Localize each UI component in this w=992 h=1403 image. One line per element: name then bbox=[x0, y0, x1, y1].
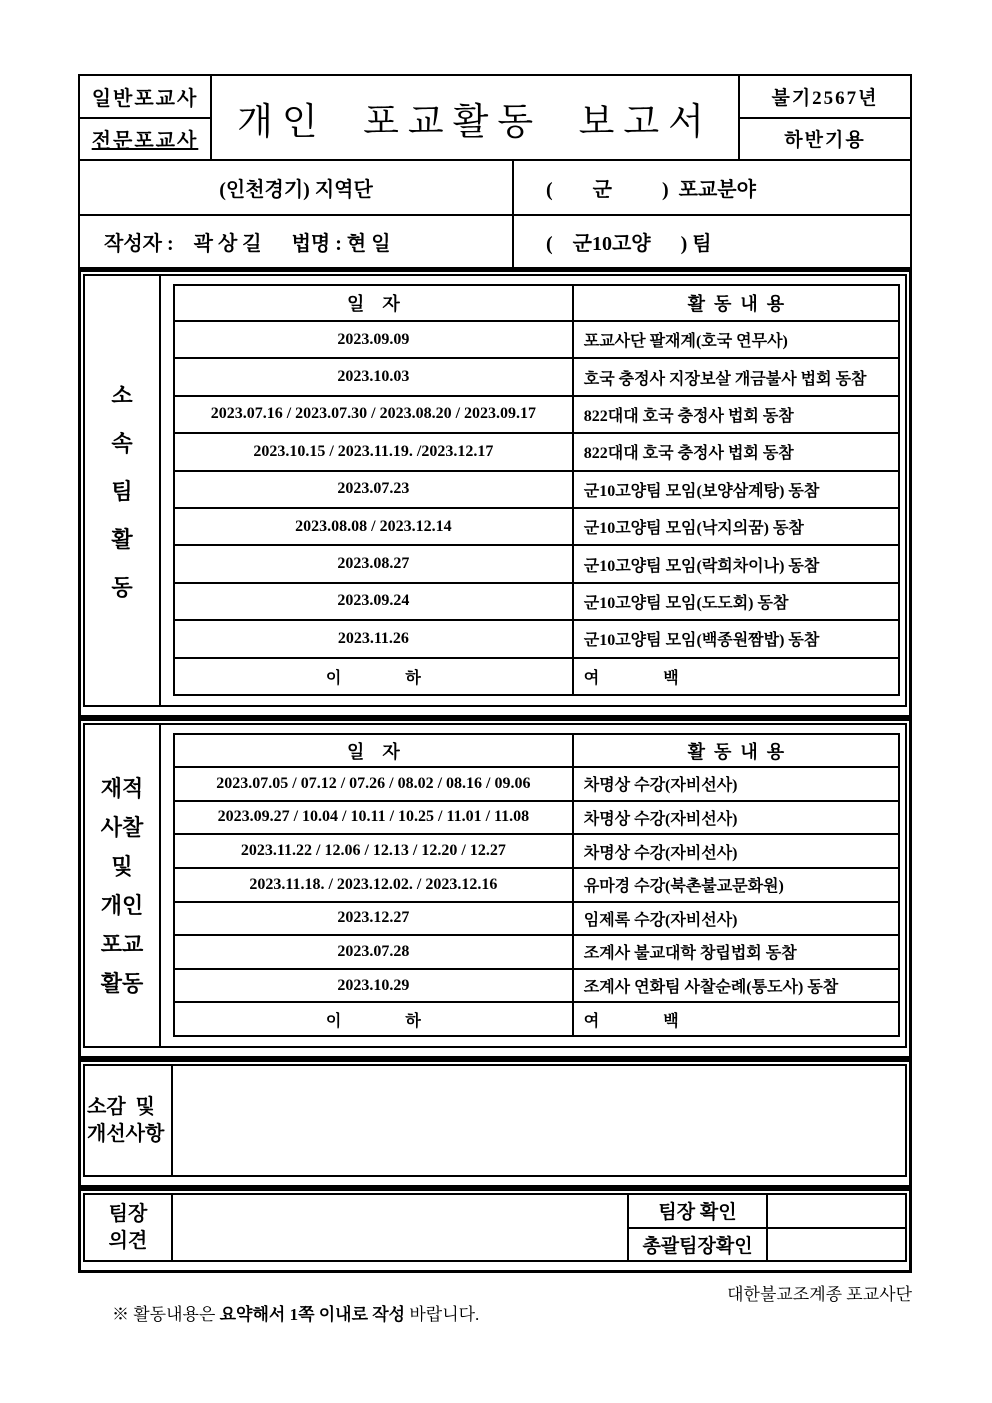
table-row bbox=[174, 321, 899, 358]
leader-opinion-label bbox=[85, 1195, 173, 1260]
buddhist-year-label: 불기2567년 bbox=[740, 76, 910, 119]
author-row bbox=[80, 214, 910, 267]
label-line: 사찰 bbox=[100, 814, 144, 840]
activity-cell: 임제록 수강(자비선사) bbox=[573, 902, 899, 936]
label-line: 소감 및 bbox=[87, 1095, 155, 1118]
date-cell: 이 하 bbox=[174, 658, 573, 695]
activity-cell: 포교사단 팔재계(호국 연무사) bbox=[573, 321, 899, 358]
date-cell: 이 하 bbox=[174, 1002, 573, 1036]
activity-cell: 822대대 호국 충정사 법회 동참 bbox=[573, 433, 899, 470]
certifier-type-professional-label: 전문포교사 bbox=[91, 130, 199, 153]
label-line: 포교 bbox=[100, 931, 144, 957]
date-cell: 2023.07.16 / 2023.07.30 / 2023.08.20 / 2023.09.17 bbox=[174, 396, 573, 433]
mission-field-label: ( 군 ) 포교분야 bbox=[546, 179, 756, 201]
table-row bbox=[174, 868, 899, 902]
personal-activity-table bbox=[173, 733, 900, 1037]
date-cell: 2023.12.27 bbox=[174, 902, 573, 936]
period-column bbox=[738, 76, 910, 159]
table-row bbox=[174, 767, 899, 801]
instruction-suffix: 바랍니다. bbox=[405, 1305, 480, 1324]
table-row bbox=[174, 620, 899, 657]
table-row bbox=[174, 801, 899, 835]
date-column-header: 일 자 bbox=[174, 285, 573, 321]
personal-activity-section-inner bbox=[83, 723, 907, 1048]
activity-column-header: 활 동 내 용 bbox=[573, 285, 899, 321]
label-line: 활동 bbox=[100, 970, 144, 996]
label-char: 속 bbox=[111, 431, 133, 456]
confirmation-box bbox=[629, 1195, 905, 1260]
label-line: 팀장 bbox=[108, 1202, 148, 1225]
instruction-bold: 요약해서 1쪽 이내로 작성 bbox=[219, 1305, 406, 1324]
activity-cell: 여 백 bbox=[573, 658, 899, 695]
certifier-type-column bbox=[80, 76, 212, 159]
form-title: 개인 포교활동 보고서 bbox=[237, 101, 713, 143]
confirmation-row bbox=[629, 1227, 905, 1261]
date-cell: 2023.10.03 bbox=[174, 358, 573, 395]
date-cell: 2023.10.29 bbox=[174, 969, 573, 1003]
activity-cell: 여 백 bbox=[573, 1002, 899, 1036]
team-activity-section bbox=[78, 269, 912, 718]
personal-activity-section bbox=[78, 718, 912, 1059]
info-block bbox=[78, 161, 912, 269]
team-activity-table-wrap bbox=[161, 276, 905, 705]
table-header-row bbox=[174, 285, 899, 321]
date-cell: 2023.07.28 bbox=[174, 935, 573, 969]
report-form bbox=[78, 74, 912, 1345]
remarks-section-inner bbox=[83, 1064, 907, 1177]
activity-cell: 군10고양팀 모임(보양삼계탕) 동참 bbox=[573, 471, 899, 508]
date-column-header: 일 자 bbox=[174, 734, 573, 767]
activity-cell: 호국 충정사 지장보살 개금불사 법회 동참 bbox=[573, 358, 899, 395]
team-leader-signature-cell bbox=[768, 1195, 905, 1227]
label-char: 활 bbox=[111, 527, 133, 552]
date-cell: 2023.08.08 / 2023.12.14 bbox=[174, 508, 573, 545]
remarks-section bbox=[78, 1059, 912, 1188]
organization-name: 대한불교조계종 포교사단 bbox=[727, 1285, 912, 1304]
personal-activity-table-wrap bbox=[161, 725, 905, 1046]
activity-cell: 군10고양팀 모임(도도회) 동참 bbox=[573, 583, 899, 620]
label-line: 개인 bbox=[100, 892, 144, 918]
date-cell: 2023.08.27 bbox=[174, 545, 573, 582]
form-header bbox=[78, 74, 912, 161]
label-line: 및 bbox=[111, 853, 133, 879]
table-row bbox=[174, 358, 899, 395]
activity-cell: 차명상 수강(자비선사) bbox=[573, 767, 899, 801]
team-name-label: ( 군10고양 ) 팀 bbox=[546, 233, 712, 255]
table-header-row bbox=[174, 734, 899, 767]
activity-cell: 유마경 수강(북촌불교문화원) bbox=[573, 868, 899, 902]
date-cell: 2023.10.15 / 2023.11.19. /2023.12.17 bbox=[174, 433, 573, 470]
label-char: 동 bbox=[111, 575, 133, 600]
remarks-section-label bbox=[85, 1066, 173, 1175]
date-cell: 2023.11.26 bbox=[174, 620, 573, 657]
table-row bbox=[174, 902, 899, 936]
author-name-label: 작성자 : 곽 상 길 법명 : 현 일 bbox=[80, 216, 514, 267]
general-leader-signature-cell bbox=[768, 1229, 905, 1261]
label-line: 개선사항 bbox=[87, 1122, 165, 1145]
date-cell: 2023.11.22 / 12.06 / 12.13 / 12.20 / 12.27 bbox=[174, 834, 573, 868]
table-row bbox=[174, 545, 899, 582]
table-row bbox=[174, 969, 899, 1003]
team-activity-table bbox=[173, 284, 900, 696]
label-line: 의견 bbox=[108, 1229, 148, 1252]
leader-opinion-section-inner bbox=[83, 1193, 907, 1262]
table-row bbox=[174, 834, 899, 868]
region-unit-label: (인천경기) 지역단 bbox=[80, 161, 514, 214]
date-cell: 2023.09.09 bbox=[174, 321, 573, 358]
leader-opinion-section bbox=[78, 1188, 912, 1273]
certifier-type-general-label: 일반포교사 bbox=[80, 76, 210, 119]
date-cell: 2023.07.05 / 07.12 / 07.26 / 08.02 / 08.16 / 09.06 bbox=[174, 767, 573, 801]
table-row bbox=[174, 433, 899, 470]
table-row bbox=[174, 935, 899, 969]
date-cell: 2023.07.23 bbox=[174, 471, 573, 508]
confirmation-row bbox=[629, 1195, 905, 1227]
activity-cell: 군10고양팀 모임(낙지의꿈) 동참 bbox=[573, 508, 899, 545]
summary-instruction bbox=[78, 1280, 479, 1345]
team-leader-confirm-label: 팀장 확인 bbox=[629, 1195, 768, 1227]
activity-cell: 차명상 수강(자비선사) bbox=[573, 801, 899, 835]
region-row bbox=[80, 161, 910, 214]
activity-cell: 차명상 수강(자비선사) bbox=[573, 834, 899, 868]
activity-cell: 군10고양팀 모임(락희차이나) 동참 bbox=[573, 545, 899, 582]
date-cell: 2023.09.24 bbox=[174, 583, 573, 620]
date-cell: 2023.09.27 / 10.04 / 10.11 / 10.25 / 11.01 / 11.08 bbox=[174, 801, 573, 835]
activity-cell: 군10고양팀 모임(백종원짬밥) 동참 bbox=[573, 620, 899, 657]
team-activity-section-label bbox=[85, 276, 161, 705]
instruction-prefix: ※ 활동내용은 bbox=[112, 1305, 220, 1324]
activity-cell: 822대대 호국 충정사 법회 동참 bbox=[573, 396, 899, 433]
general-leader-confirm-label: 총괄팀장확인 bbox=[629, 1229, 768, 1261]
table-row bbox=[174, 471, 899, 508]
label-char: 소 bbox=[111, 383, 133, 408]
remarks-content-area bbox=[173, 1066, 905, 1175]
activity-column-header: 활 동 내 용 bbox=[573, 734, 899, 767]
date-cell: 2023.11.18. / 2023.12.02. / 2023.12.16 bbox=[174, 868, 573, 902]
footer-note-row bbox=[78, 1280, 912, 1345]
half-year-label: 하반기용 bbox=[784, 130, 866, 152]
leader-opinion-content-area bbox=[173, 1195, 629, 1260]
table-row bbox=[174, 396, 899, 433]
table-row bbox=[174, 658, 899, 695]
table-row bbox=[174, 1002, 899, 1036]
personal-activity-section-label bbox=[85, 725, 161, 1046]
table-row bbox=[174, 583, 899, 620]
label-line: 재적 bbox=[100, 775, 144, 801]
activity-cell: 조계사 연화팀 사찰순례(통도사) 동참 bbox=[573, 969, 899, 1003]
activity-cell: 조계사 불교대학 창립법회 동참 bbox=[573, 935, 899, 969]
table-row bbox=[174, 508, 899, 545]
team-activity-section-inner bbox=[83, 274, 907, 707]
label-char: 팀 bbox=[111, 479, 133, 504]
